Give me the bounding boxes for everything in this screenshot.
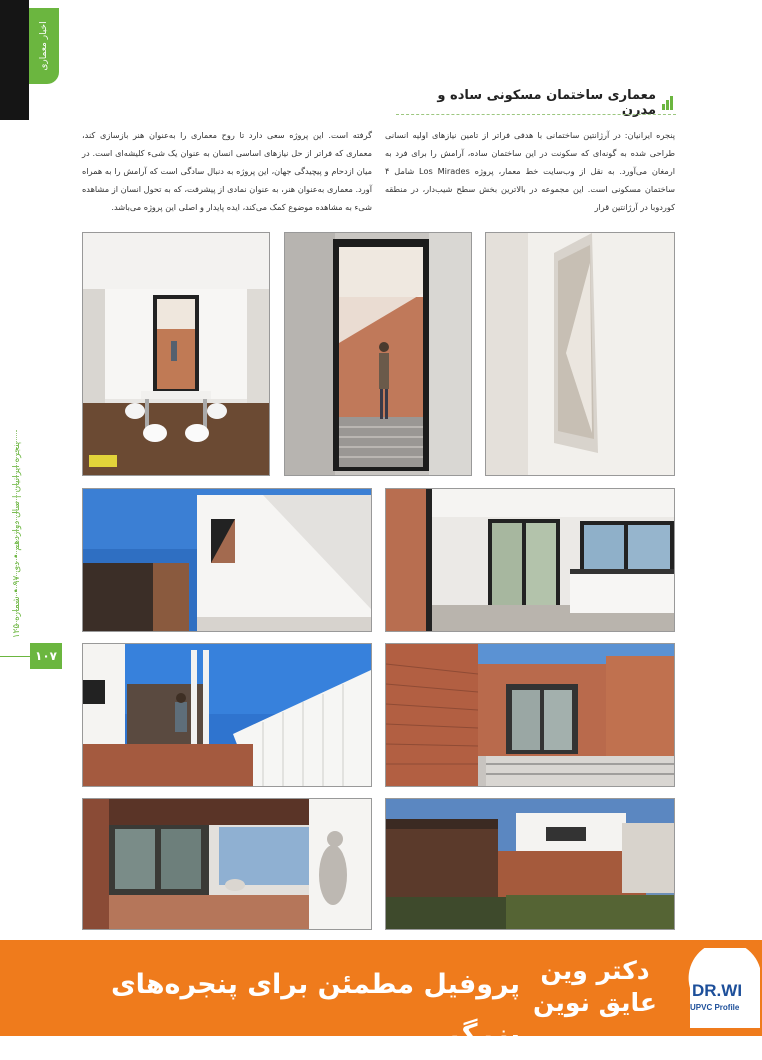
top-corner-bar — [0, 0, 29, 120]
page-number: ۱۰۷ — [30, 643, 62, 669]
article-column-left: گرفته است. این پروژه سعی دارد تا روح معماری را به‌عنوان هنر بازسازی کند، معماری که فراتر از حل نیازهای اساسی انسان به عنوان یک شیء کلیشه‌ای است. در میان ازدحام و پیچیدگی جهان، این پروژه به دنبال سادگی است که آرامش را به همراه آورد. معماری به‌عنوان هنر، به عنوان نمادی از پیشرفت، که به تحول انسان از مشاهده شیء به مشاهده موضوع کمک می‌کند، ایده پایدار و اصلی این پروژه می‌باشد. — [82, 130, 372, 212]
article-heading — [400, 88, 676, 118]
banner-slogan: پروفیل مطمئن برای پنجره‌های بزرگ — [110, 969, 520, 1050]
article-title: معماری ساختمان مسکونی ساده و مدرن — [437, 88, 657, 118]
photo-porch-shadow — [82, 798, 372, 930]
drwin-logo — [680, 948, 762, 1028]
page-number-rule — [0, 656, 30, 657]
issue-info-label: پنجره ایرانیان | سال دوازدهم • دی ۹۷ • شماره ۱۲۵ — [12, 441, 22, 639]
photo-exterior-white-wall — [82, 488, 372, 632]
photo-kitchen-interior — [385, 488, 675, 632]
section-tab — [29, 8, 59, 84]
article-column-right: پنجره ایرانیان: در آرژانتین ساختمانی با هدفی فراتر از تامین نیازهای اولیه انسانی طراحی شده به گونه‌ای که سکونت در این ساختمان ساده، آرامش را برای فرد به ارمغان می‌آورد. به نقل از وب‌سایت خط معمار، پروژه Los Mirades شامل ۴ ساختمان مسکونی است. این مجموعه در بالاترین بخش سطح شیب‌دار، در منطقه کوردوبا در آرژانتین قرار — [385, 130, 675, 212]
banner-brand — [520, 955, 670, 1025]
issue-info — [4, 440, 30, 640]
photo-dining-room — [82, 232, 270, 476]
photo-tall-window-person — [284, 232, 472, 476]
photo-terrace-person — [82, 643, 372, 787]
svg-text:DR.WI — [692, 981, 742, 1000]
logo-subtext: UPVC Profile — [690, 1003, 740, 1012]
banner-brand-line2: عایق نوین — [532, 988, 658, 1017]
logo-text: DR.WI — [692, 981, 743, 1000]
svg-text:UPVC Profile — [690, 1003, 740, 1012]
photo-house-exterior-garden — [385, 798, 675, 930]
photo-window-niche — [485, 232, 675, 476]
heading-underline — [396, 114, 676, 115]
section-tab-label: اخبار معماری — [39, 21, 49, 71]
photo-courtyard — [385, 643, 675, 787]
bar-chart-icon — [662, 96, 676, 110]
banner-brand-line1: دکتر وین — [540, 956, 650, 985]
